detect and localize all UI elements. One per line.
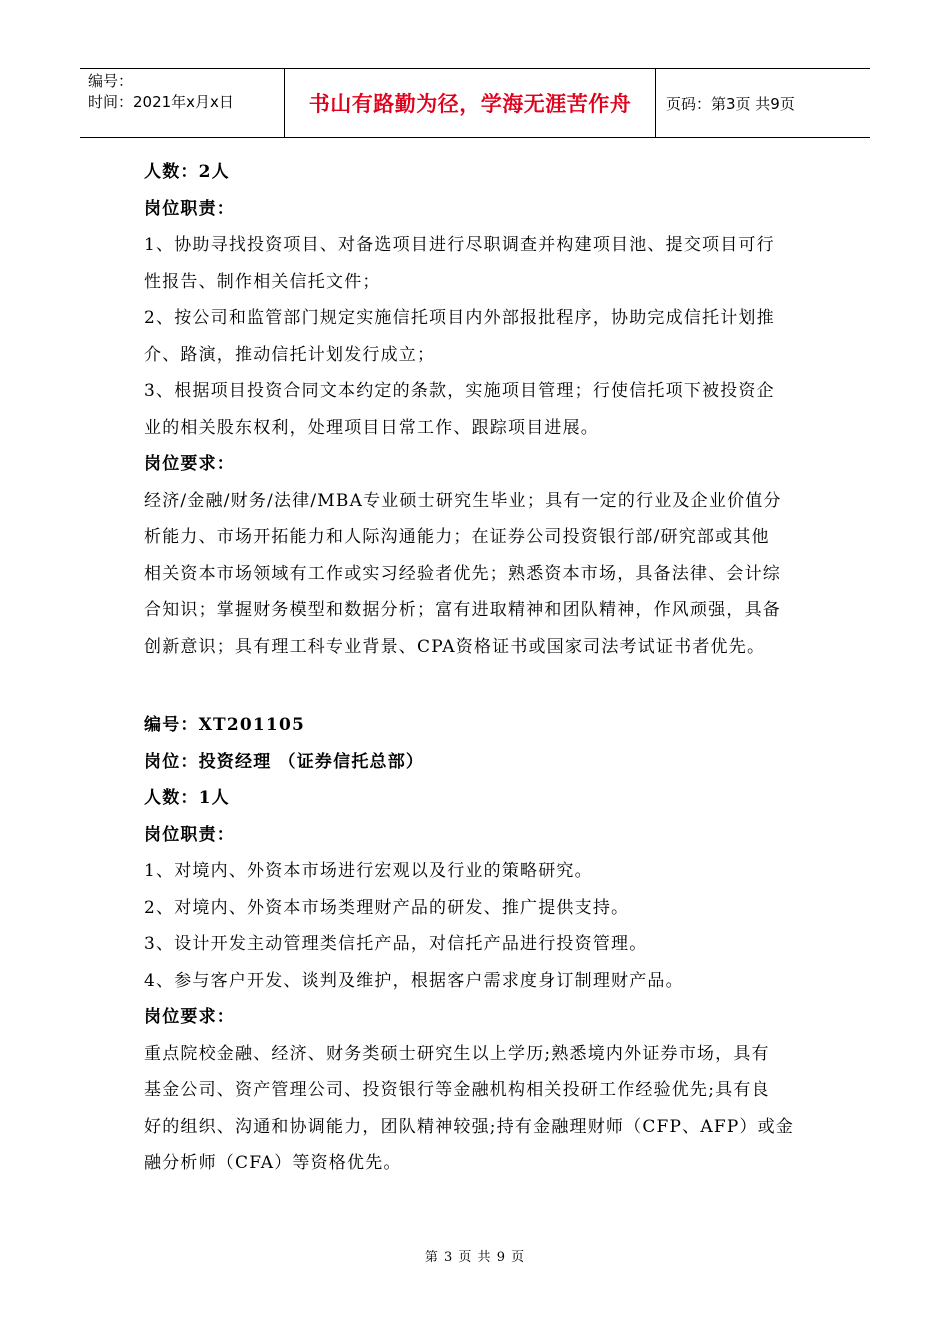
body-text-line: 4、参与客户开发、谈判及维护，根据客户需求度身订制理财产品。 — [144, 970, 684, 991]
body-text-line: 相关资本市场领域有工作或实习经验者优先；熟悉资本市场，具备法律、会计综 — [144, 563, 781, 584]
header-meta — [80, 69, 284, 137]
section-heading: 岗位要求： — [144, 454, 235, 474]
body-text-line: 业的相关股东权利，处理项目日常工作、跟踪项目进展。 — [144, 417, 599, 438]
body-text-line: 合知识；掌握财务模型和数据分析；富有进取精神和团队精神，作风顽强，具备 — [144, 600, 781, 620]
body-text-line: 2、按公司和监管部门规定实施信托项目内外部报批程序，协助完成信托计划推 — [144, 308, 775, 328]
section-heading: 岗位要求： — [144, 1007, 235, 1027]
section-heading: 岗位职责： — [144, 824, 235, 845]
section-heading: 岗位：投资经理 （证券信托总部） — [144, 751, 425, 772]
body-text-line: 性报告、制作相关信托文件； — [144, 271, 381, 292]
header-motto: 书山有路勤为径，学海无涯苦作舟 — [284, 69, 656, 137]
section-heading: 人数：2人 — [144, 162, 230, 182]
date-label: 时间：2021年x月x日 — [88, 93, 234, 111]
body-text-line: 介、路演，推动信托计划发行成立； — [144, 344, 436, 365]
body-text-line: 3、设计开发主动管理类信托产品，对信托产品进行投资管理。 — [144, 934, 648, 954]
header-page-number: 页码：第3页 共9页 — [666, 94, 795, 113]
body-text-line: 融分析师（CFA）等资格优先。 — [144, 1153, 402, 1173]
body-text-line: 重点院校金融、经济、财务类硕士研究生以上学历;熟悉境内外证券市场，具有 — [144, 1043, 770, 1064]
section-heading: 编号：XT201105 — [144, 715, 306, 735]
body-text-line: 3、根据项目投资合同文本约定的条款，实施项目管理；行使信托项下被投资企 — [144, 381, 775, 401]
body-text-line: 析能力、市场开拓能力和人际沟通能力；在证券公司投资银行部/研究部或其他 — [144, 527, 770, 547]
section-heading: 岗位职责： — [144, 198, 235, 219]
body-text-line: 1、对境内、外资本市场进行宏观以及行业的策略研究。 — [144, 861, 593, 881]
body-text-line: 基金公司、资产管理公司、投资银行等金融机构相关投研工作经验优先;具有良 — [144, 1080, 770, 1100]
page-footer: 第 3 页 共 9 页 — [424, 1250, 526, 1265]
page-header — [80, 68, 870, 138]
body-text-line: 经济/金融/财务/法律/MBA专业硕士研究生毕业；具有一定的行业及企业价值分 — [144, 490, 782, 511]
body-text-line: 创新意识；具有理工科专业背景、CPA资格证书或国家司法考试证书者优先。 — [144, 636, 766, 657]
section-gap — [144, 665, 824, 707]
serial-label: 编号： — [88, 72, 134, 90]
body-text-line: 2、对境内、外资本市场类理财产品的研发、推广提供支持。 — [144, 897, 630, 918]
document-body — [144, 154, 824, 1182]
body-text-line: 1、协助寻找投资项目、对备选项目进行尽职调查并构建项目池、提交项目可行 — [144, 235, 775, 255]
body-text-line: 好的组织、沟通和协调能力，团队精神较强;持有金融理财师（CFP、AFP）或金 — [144, 1116, 795, 1137]
section-heading: 人数：1人 — [144, 788, 230, 808]
